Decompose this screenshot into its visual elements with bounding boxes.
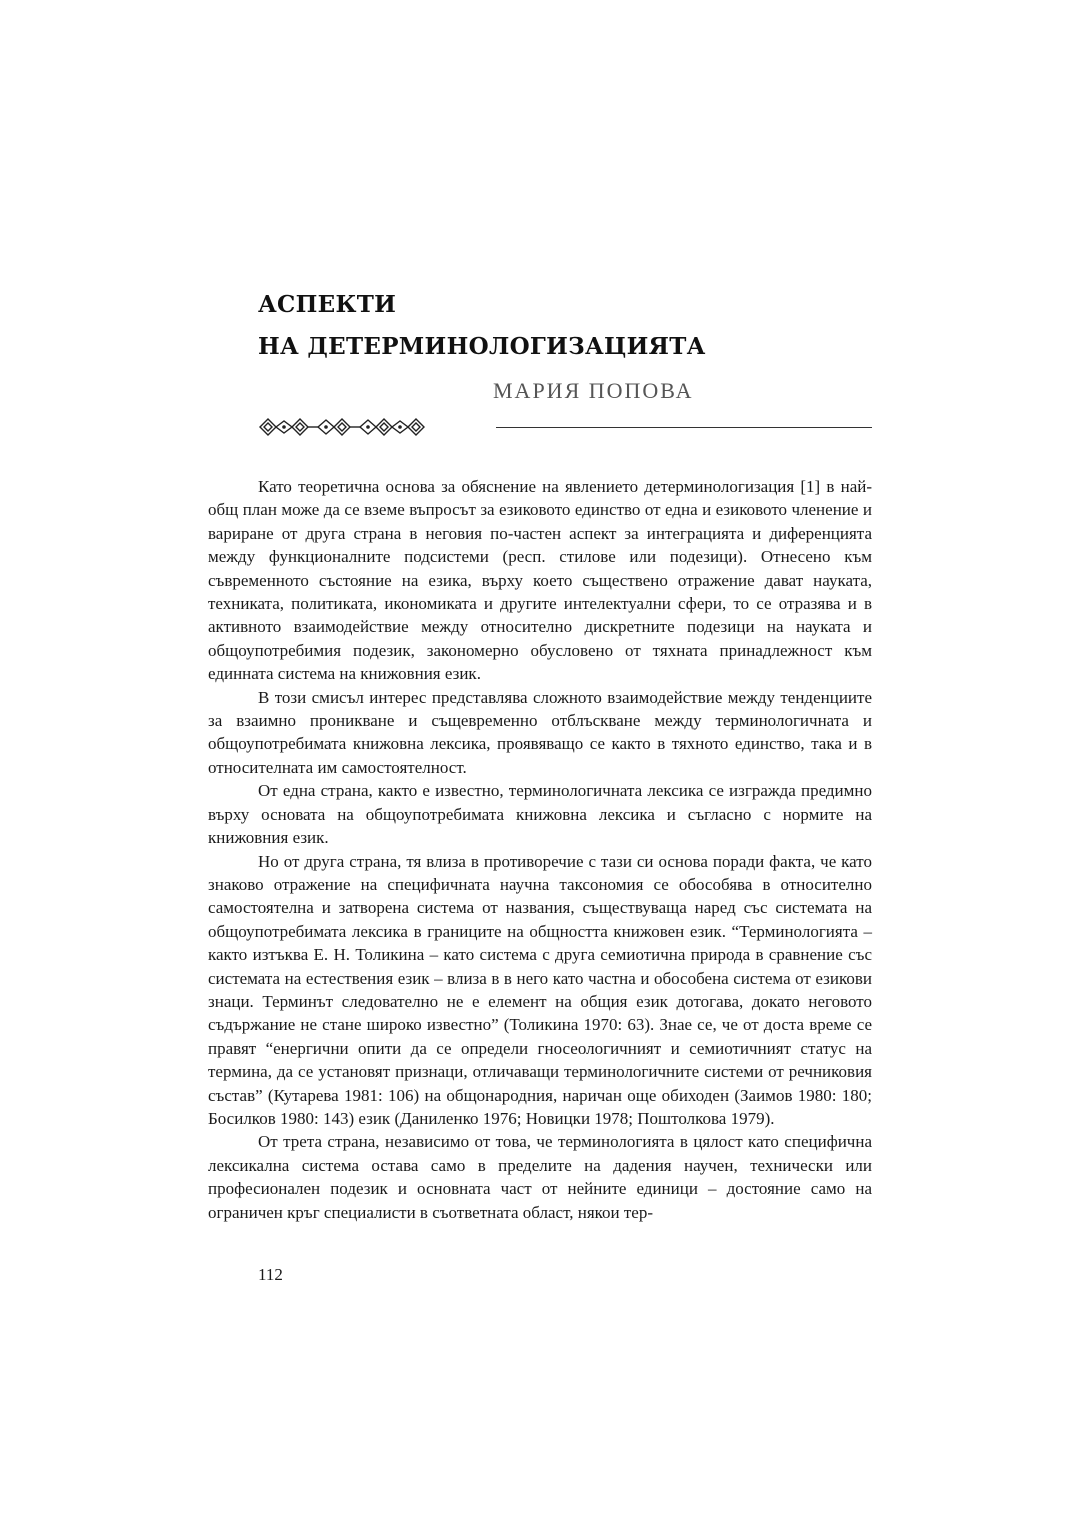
title-line-2: НА ДЕТЕРМИНОЛОГИЗАЦИЯТА [258,333,706,360]
page-number: 112 [258,1265,283,1284]
author-name: МАРИЯ ПОПОВА [493,378,694,403]
paragraph: От трета страна, независимо от това, че терминологията в цялост като специфична лексикална система остава само в пределите на дадения научен, технически или професионален подезик и основната част от нейните единици – достояние само на ограничен кръг специалисти в съответната област, някои тер- [208,1132,872,1222]
paragraph: Като теоретична основа за обяснение на явлението детерминологизация [1] в най-общ план може да се вземе въпросът за езиковото единство от една и езиковото членение и вариране от друга страна в неговия по-частен аспект за интеграцията и диференцията между функционалните подсистеми (респ. стилове или подезици). Отнесено към съвременното състояние на езика, върху което съществено отражение дават науката, техниката, политиката, икономиката и другите интелектуални сфери, то се отразява и в активното взаимодействие между относително дискретните подезици на науката и общоупотребимия подезик, закономерно обусловено от тяхната принадлежност към единната система на книжовния език. [208,477,872,684]
paragraph: От една страна, както е известно, терминологичната лексика се изгражда предимно върху основата на общоупотребимата книжовна лексика и съгласно с нормите на книжовния език. [208,781,872,848]
paragraph: В този смисъл интерес представлява сложното взаимодействие между тенденциите за взаимно проникване и същевременно отблъскване между терминологичната и общоупотребимата книжовна лексика, проявяващо се както в тяхното единство, така и в относителната им самостоятелност. [208,687,872,777]
author-divider-rule [496,427,872,428]
paragraph: Но от друга страна, тя влиза в противоречие с тази си основа поради факта, че като знаково отражение на специфичната научна таксономия се обособява в относително самостоятелна и затворена система от названия, съществуваща наред със системата на общоупотребимата лексика в границите на общността книжовен език. “Терминологията – както изтъква Е. Н. Толикина – като система с друга семиотична природа в сравнение със системата на естествения език – влиза в в него като частна и обособена система от езикови знаци. Терминът следователно не е елемент на общия език дотогава, докато неговото съдържание не стане широко известно” (Толикина 1970: 63). Знае се, че от доста време се правят “енергични опити да се определи гносеологичният и семиотичният статус на термина, да се установят признаци, отличаващи терминологичните системи от речниковия състав” (Кутарева 1981: 106) на общонародния, наричан още обиходен (Заимов 1980: 180; Босилков 1980: 143) език (Даниленко 1976; Новицки 1978; Поштолкова 1979). [208,851,872,1128]
article-body [208,475,872,1224]
article-title [258,284,878,368]
title-line-1: АСПЕКТИ [258,291,397,318]
decorative-ornament-icon [258,414,428,440]
